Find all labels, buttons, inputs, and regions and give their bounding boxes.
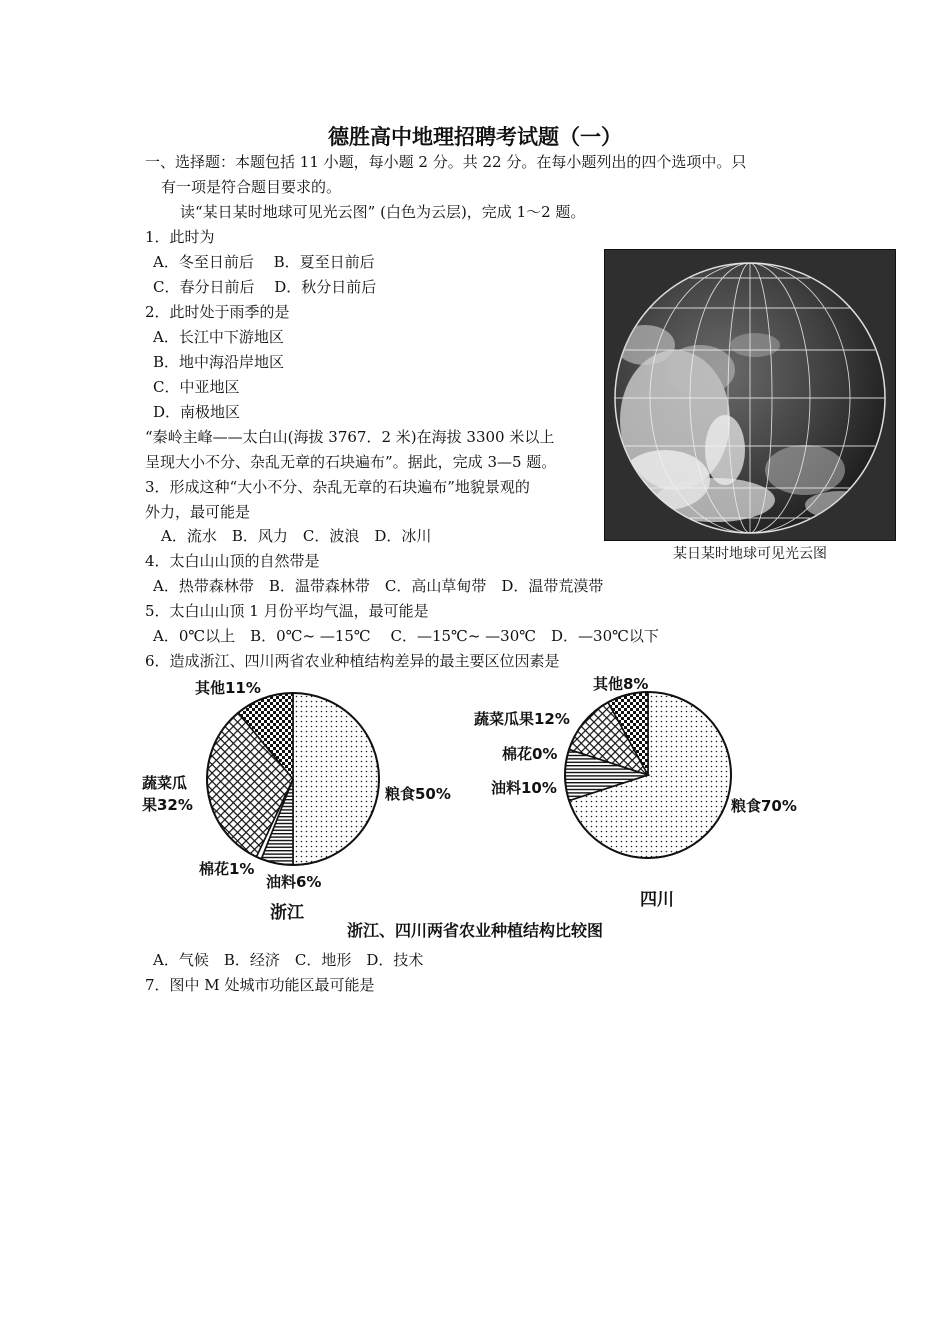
pie-zhejiang xyxy=(207,693,379,865)
pie-sichuan-label-other: 其他8% xyxy=(593,675,649,693)
question-6-options: A．气候 B．经济 C．地形 D．技术 xyxy=(153,951,424,969)
question-1-stem: 1．此时为 xyxy=(145,228,215,246)
pie-zhejiang-title: 浙江 xyxy=(270,903,304,923)
globe-caption: 某日某时地球可见光云图 xyxy=(673,546,827,562)
section-intro-line1: 一、选择题：本题包括 11 小题，每小题 2 分。共 22 分。在每小题列出的四个选项中。只 xyxy=(145,153,747,171)
passage-line2: 呈现大小不分、杂乱无章的石块遍布”。据此，完成 3—5 题。 xyxy=(145,453,557,471)
pie-sichuan-label-cotton: 棉花0% xyxy=(502,745,558,763)
question-2-option-c: C．中亚地区 xyxy=(153,378,240,396)
page-title: 德胜高中地理招聘考试题（一） xyxy=(328,124,622,149)
question-7-stem: 7．图中 M 处城市功能区最可能是 xyxy=(145,976,375,994)
pie-sichuan-label-vegetables: 蔬菜瓜果12% xyxy=(474,710,570,728)
question-3-stem-line1: 3．形成这种“大小不分、杂乱无章的石块遍布”地貌景观的 xyxy=(145,478,530,496)
pie-zhejiang-label-vegetables-line1: 蔬菜瓜 xyxy=(142,774,188,792)
question-2-stem: 2．此时处于雨季的是 xyxy=(145,303,290,321)
pie-zhejiang-label-other: 其他11% xyxy=(195,679,261,697)
pie-zhejiang-label-cotton: 棉花1% xyxy=(199,860,255,878)
question-5-options: A．0℃以上 B．0℃~ —15℃ C．—15℃~ —30℃ D．—30℃以下 xyxy=(153,627,659,645)
read-instruction: 读“某日某时地球可见光云图” (白色为云层)，完成 1～2 题。 xyxy=(180,203,586,221)
pie-zhejiang-label-oil: 油料6% xyxy=(266,873,322,891)
question-6-stem: 6．造成浙江、四川两省农业种植结构差异的最主要区位因素是 xyxy=(145,652,560,670)
question-3-stem-line2: 外力，最可能是 xyxy=(145,503,251,521)
passage-line1: “秦岭主峰——太白山(海拔 3767．2 米)在海拔 3300 米以上 xyxy=(145,428,555,446)
figure-caption: 浙江、四川两省农业种植结构比较图 xyxy=(346,921,603,940)
pie-sichuan xyxy=(565,692,731,858)
question-1-options-row1: A．冬至日前后 B．夏至日前后 xyxy=(153,253,375,271)
question-2-option-d: D．南极地区 xyxy=(153,403,241,421)
pie-zhejiang-label-grain: 粮食50% xyxy=(385,785,451,803)
pie-zhejiang-label-vegetables-line2: 果32% xyxy=(142,796,193,814)
question-3-options: A．流水 B．风力 C．波浪 D．冰川 xyxy=(161,527,432,545)
section-intro-line2: 有一项是符合题目要求的。 xyxy=(161,178,342,196)
pie-sichuan-title: 四川 xyxy=(640,890,674,910)
pie-zhejiang-slice-grain xyxy=(293,693,379,865)
question-2-option-a: A．长江中下游地区 xyxy=(153,328,284,346)
pie-zhejiang-label-vegetables xyxy=(142,772,193,816)
pie-sichuan-label-oil: 油料10% xyxy=(491,779,557,797)
pie-sichuan-label-grain: 粮食70% xyxy=(731,797,797,815)
question-5-stem: 5．太白山山顶 1 月份平均气温，最可能是 xyxy=(145,602,429,620)
question-1-options-row2: C．春分日前后 D．秋分日前后 xyxy=(153,278,377,296)
question-4-options: A．热带森林带 B．温带森林带 C．高山草甸带 D．温带荒漠带 xyxy=(153,577,604,595)
question-4-stem: 4．太白山山顶的自然带是 xyxy=(145,552,320,570)
question-2-option-b: B．地中海沿岸地区 xyxy=(153,353,285,371)
